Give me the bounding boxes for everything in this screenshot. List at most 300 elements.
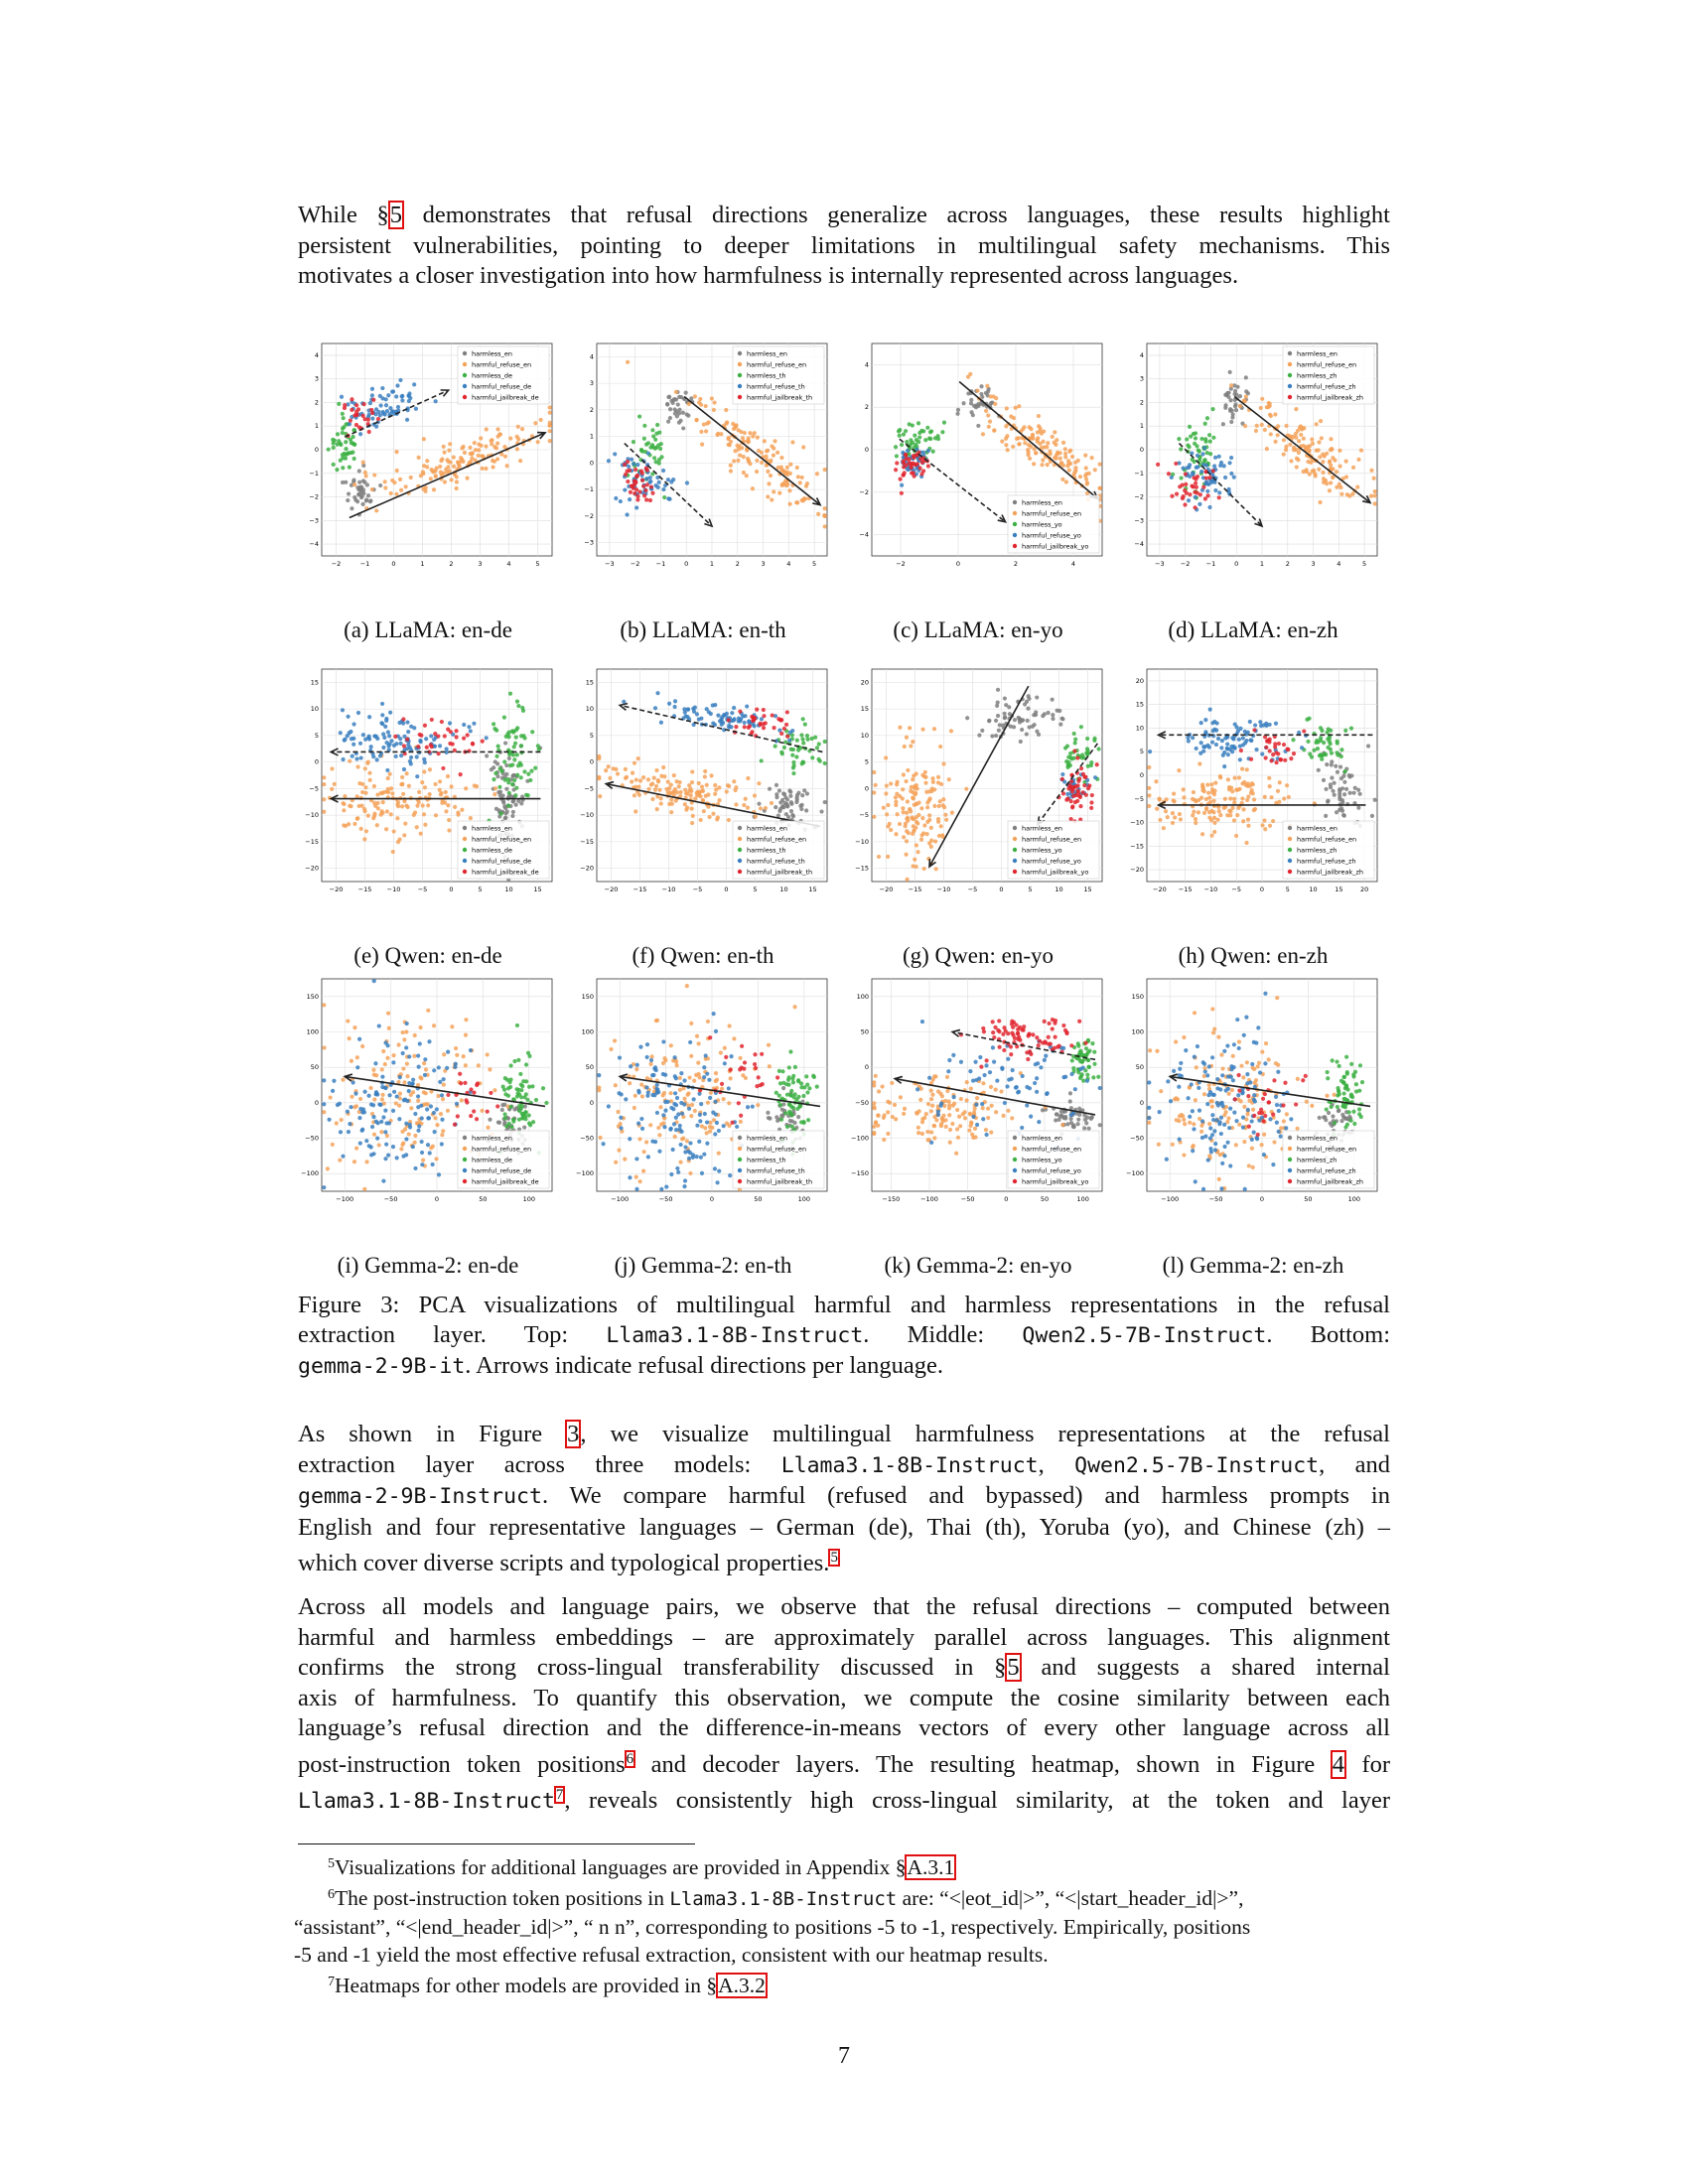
- scatter-point: [1343, 1125, 1347, 1129]
- scatter-point: [705, 1142, 709, 1146]
- scatter-point: [429, 1104, 433, 1108]
- scatter-point: [649, 1054, 653, 1058]
- scatter-point: [1268, 824, 1272, 828]
- y-tick-label: 0: [1139, 446, 1144, 454]
- x-tick-label: 10: [504, 886, 513, 893]
- y-tick-label: 15: [310, 678, 319, 687]
- scatter-point: [428, 1151, 432, 1155]
- scatter-point: [789, 802, 793, 806]
- scatter-point: [732, 717, 736, 721]
- x-tick-label: −1: [359, 560, 370, 568]
- scatter-point: [1191, 813, 1195, 817]
- x-tick-label: 5: [1028, 886, 1033, 893]
- scatter-point: [800, 738, 804, 742]
- legend-marker: [1013, 848, 1017, 852]
- scatter-point: [642, 493, 646, 497]
- scatter-point: [374, 1092, 378, 1096]
- scatter-point: [888, 822, 892, 826]
- scatter-point: [1296, 429, 1300, 433]
- scatter-point: [1093, 468, 1097, 472]
- scatter-point: [692, 1079, 696, 1083]
- legend-marker: [463, 870, 467, 874]
- scatter-point: [975, 388, 979, 392]
- scatter-point: [515, 447, 519, 451]
- scatter-point: [689, 1114, 693, 1118]
- scatter-point: [486, 1126, 490, 1130]
- scatter-point: [442, 1052, 446, 1056]
- scatter-point: [1077, 777, 1081, 781]
- scatter-point: [705, 707, 709, 711]
- scatter-point: [986, 413, 990, 417]
- scatter-point: [1207, 816, 1211, 820]
- scatter-point: [1048, 449, 1052, 453]
- scatter-point: [897, 429, 901, 433]
- scatter-point: [705, 1072, 709, 1076]
- scatter-point: [636, 785, 640, 789]
- scatter-point: [387, 1026, 391, 1030]
- scatter-point: [1072, 471, 1076, 475]
- scatter-point: [1078, 804, 1082, 808]
- scatter-point: [607, 764, 611, 768]
- scatter-point: [714, 1079, 718, 1083]
- scatter-point: [1027, 1031, 1031, 1035]
- legend-marker: [463, 1147, 467, 1151]
- scatter-point: [1069, 1121, 1073, 1125]
- scatter-point: [672, 397, 676, 401]
- scatter-point: [984, 1133, 988, 1137]
- scatter-point: [913, 434, 916, 438]
- scatter-point: [470, 452, 474, 456]
- legend-label: harmless_en: [472, 349, 512, 358]
- scatter-point: [885, 812, 889, 816]
- scatter-point: [653, 438, 657, 442]
- scatter-point: [1320, 757, 1324, 761]
- legend-marker: [738, 351, 742, 355]
- scatter-point: [1193, 1011, 1196, 1015]
- scatter-point: [372, 979, 376, 983]
- x-tick-label: −3: [1155, 560, 1165, 568]
- scatter-point: [1208, 708, 1212, 712]
- scatter-point: [673, 705, 677, 709]
- scatter-point: [1190, 1082, 1194, 1086]
- scatter-point: [874, 1074, 878, 1078]
- scatter-point: [1317, 448, 1321, 452]
- scatter-point: [396, 1080, 400, 1084]
- scatter-point: [1090, 1041, 1094, 1045]
- scatter-point: [1203, 1069, 1207, 1073]
- scatter-point: [1041, 440, 1045, 444]
- scatter-point: [1317, 768, 1321, 772]
- scatter-point: [915, 1112, 919, 1116]
- scatter-point: [700, 784, 704, 788]
- legend-label: harmful_jailbreak_yo: [1022, 1177, 1089, 1186]
- scatter-point: [1026, 450, 1030, 454]
- scatter-point: [1004, 1028, 1008, 1032]
- scatter-point: [787, 1065, 791, 1069]
- scatter-point: [917, 435, 921, 439]
- scatter-point: [1267, 1057, 1271, 1061]
- scatter-point: [1315, 422, 1319, 426]
- scatter-point: [1234, 725, 1238, 729]
- scatter-point: [368, 499, 372, 503]
- scatter-point: [987, 425, 991, 429]
- legend-marker: [1288, 351, 1292, 355]
- scatter-point: [355, 1065, 359, 1069]
- scatter-point: [530, 1084, 534, 1088]
- scatter-point: [1085, 1116, 1089, 1120]
- scatter-point: [1084, 478, 1088, 481]
- scatter-point: [341, 757, 345, 761]
- intro-text: persistent vulnerabilities, pointing to deeper limitations in multilingual safety mechanisms. This: [298, 231, 1390, 259]
- intro-text: demonstrates that refusal directions generalize across languages, these results highlight: [402, 202, 1390, 228]
- legend-marker: [463, 1168, 467, 1172]
- y-tick-label: −3: [584, 538, 594, 547]
- scatter-point: [1229, 786, 1233, 790]
- scatter-point: [389, 491, 393, 495]
- scatter-point: [1089, 806, 1093, 810]
- section-ref-link[interactable]: 5: [389, 202, 402, 228]
- scatter-point: [372, 784, 376, 788]
- scatter-point: [916, 1131, 920, 1135]
- scatter-point: [493, 759, 497, 763]
- scatter-point: [1356, 788, 1360, 792]
- scatter-point: [350, 737, 353, 741]
- scatter-point: [444, 468, 448, 472]
- y-tick-label: 10: [1135, 724, 1144, 733]
- scatter-point: [1207, 1064, 1211, 1068]
- scatter-panel: [848, 973, 1108, 1211]
- scatter-point: [1318, 500, 1322, 504]
- scatter-point: [1219, 1132, 1223, 1136]
- scatter-point: [730, 1121, 734, 1125]
- legend-label: harmless_zh: [1297, 371, 1337, 380]
- scatter-point: [977, 733, 981, 737]
- scatter-point: [705, 1131, 709, 1135]
- scatter-point: [641, 775, 645, 779]
- scatter-point: [346, 1019, 350, 1023]
- scatter-point: [1188, 425, 1192, 429]
- scatter-point: [705, 1120, 709, 1124]
- scatter-point: [671, 401, 675, 405]
- scatter-point: [366, 493, 370, 497]
- scatter-point: [452, 465, 456, 469]
- scatter-point: [1095, 762, 1099, 766]
- scatter-point: [612, 766, 616, 770]
- scatter-point: [1208, 1147, 1212, 1151]
- scatter-point: [446, 1050, 450, 1054]
- scatter-point: [981, 1026, 985, 1030]
- scatter-point: [1043, 1058, 1047, 1062]
- scatter-point: [1177, 1119, 1181, 1123]
- scatter-point: [753, 431, 757, 435]
- scatter-point: [893, 1103, 897, 1107]
- scatter-point: [341, 801, 345, 805]
- legend-marker: [1013, 522, 1017, 526]
- scatter-point: [774, 1115, 778, 1119]
- x-tick-label: 4: [1336, 560, 1341, 568]
- scatter-point: [965, 716, 969, 720]
- scatter-point: [1035, 1090, 1039, 1094]
- scatter-point: [1184, 472, 1188, 476]
- scatter-point: [801, 1094, 805, 1098]
- y-tick-label: 3: [1139, 374, 1144, 383]
- scatter-point: [352, 1105, 356, 1109]
- scatter-point: [716, 714, 720, 718]
- y-tick-label: −5: [1134, 794, 1144, 803]
- scatter-point: [937, 834, 941, 838]
- scatter-point: [654, 1068, 658, 1072]
- scatter-point: [350, 506, 353, 510]
- scatter-point: [1331, 1114, 1335, 1118]
- scatter-point: [402, 799, 406, 803]
- scatter-point: [1039, 1065, 1043, 1069]
- scatter-point: [376, 417, 380, 421]
- scatter-point: [1296, 1127, 1300, 1131]
- legend-label: harmful_refuse_de: [472, 382, 532, 391]
- x-tick-label: 0: [1004, 1195, 1009, 1203]
- scatter-point: [378, 403, 382, 407]
- scatter-point: [789, 1093, 793, 1097]
- scatter-point: [980, 1102, 984, 1106]
- scatter-point: [395, 1094, 399, 1098]
- scatter-point: [1276, 789, 1280, 793]
- scatter-panel: [848, 338, 1108, 576]
- scatter-point: [933, 1074, 937, 1078]
- scatter-point: [1322, 480, 1326, 484]
- scatter-point: [715, 433, 719, 437]
- scatter-point: [420, 780, 424, 784]
- scatter-point: [521, 709, 525, 713]
- scatter-point: [434, 1157, 438, 1160]
- scatter-point: [374, 508, 378, 512]
- scatter-point: [1211, 1118, 1215, 1122]
- scatter-point: [613, 1038, 617, 1042]
- x-tick-label: −5: [967, 886, 978, 893]
- scatter-point: [1219, 1186, 1223, 1190]
- scatter-point: [685, 1093, 689, 1097]
- scatter-point: [384, 827, 388, 831]
- scatter-point: [503, 1092, 507, 1096]
- y-tick-label: −2: [309, 492, 319, 501]
- scatter-point: [383, 1040, 387, 1044]
- scatter-point: [785, 466, 789, 470]
- scatter-point: [704, 1053, 708, 1057]
- scatter-point: [801, 717, 805, 721]
- scatter-point: [459, 772, 463, 776]
- scatter-point: [1076, 1118, 1080, 1122]
- scatter-point: [412, 813, 416, 817]
- scatter-point: [1339, 748, 1343, 751]
- scatter-point: [453, 805, 457, 809]
- scatter-point: [939, 1102, 943, 1106]
- scatter-point: [707, 420, 711, 424]
- scatter-point: [1092, 1050, 1096, 1054]
- scatter-point: [688, 1171, 692, 1175]
- scatter-point: [465, 477, 469, 480]
- y-tick-label: 5: [589, 731, 594, 740]
- scatter-point: [1230, 415, 1234, 419]
- scatter-point: [1267, 740, 1271, 744]
- legend-label: harmful_refuse_th: [747, 857, 805, 866]
- scatter-point: [411, 1078, 415, 1082]
- scatter-point: [367, 1144, 371, 1148]
- scatter-point: [1230, 806, 1234, 810]
- scatter-point: [899, 1095, 903, 1099]
- scatter-point: [1212, 1093, 1216, 1097]
- scatter-point: [648, 1062, 652, 1066]
- scatter-point: [911, 777, 914, 781]
- x-tick-label: 20: [1359, 886, 1369, 893]
- scatter-point: [633, 468, 637, 472]
- scatter-point: [455, 1102, 459, 1106]
- scatter-point: [996, 714, 1000, 718]
- scatter-point: [422, 464, 426, 468]
- figure-3-grid: [298, 338, 1400, 1278]
- scatter-point: [956, 408, 960, 412]
- legend-label: harmful_jailbreak_yo: [1022, 868, 1089, 877]
- scatter-point: [1214, 743, 1218, 747]
- scatter-point: [1232, 1111, 1236, 1115]
- scatter-point: [455, 479, 459, 483]
- scatter-point: [923, 781, 927, 785]
- scatter-point: [1324, 787, 1328, 791]
- scatter-point: [1070, 455, 1074, 459]
- scatter-point: [339, 1130, 343, 1134]
- scatter-point: [488, 1067, 492, 1071]
- scatter-point: [417, 1124, 421, 1128]
- scatter-point: [499, 811, 503, 815]
- scatter-point: [397, 1104, 401, 1108]
- scatter-point: [764, 455, 768, 459]
- scatter-point: [1233, 776, 1237, 780]
- scatter-point: [394, 754, 398, 758]
- scatter-point: [770, 801, 774, 805]
- scatter-point: [392, 480, 396, 484]
- scatter-point: [996, 688, 1000, 692]
- scatter-point: [1051, 1026, 1055, 1030]
- scatter-point: [1060, 1123, 1064, 1127]
- scatter-point: [823, 468, 827, 472]
- x-tick-label: −15: [908, 886, 922, 893]
- scatter-point: [884, 791, 888, 795]
- scatter-point: [788, 794, 792, 798]
- subfigure-caption: (a) LLaMA: en-de: [344, 617, 512, 642]
- scatter-point: [766, 449, 770, 453]
- scatter-point: [1341, 1091, 1345, 1095]
- scatter-point: [1205, 1073, 1209, 1077]
- scatter-point: [914, 783, 918, 787]
- x-tick-label: −10: [936, 886, 951, 893]
- scatter-point: [663, 1109, 667, 1113]
- scatter-point: [1333, 1093, 1336, 1097]
- scatter-point: [697, 790, 701, 794]
- scatter-point: [1084, 1053, 1088, 1057]
- scatter-point: [959, 1097, 963, 1101]
- scatter-point: [1170, 494, 1174, 498]
- scatter-point: [442, 472, 446, 476]
- scatter-point: [1244, 394, 1248, 398]
- scatter-point: [327, 1118, 331, 1122]
- scatter-point: [652, 456, 656, 460]
- scatter-point: [354, 1147, 358, 1151]
- scatter-point: [352, 1080, 355, 1084]
- scatter-point: [987, 719, 991, 723]
- scatter-panel: [1123, 973, 1383, 1211]
- scatter-point: [544, 1101, 548, 1105]
- scatter-point: [1082, 1126, 1086, 1130]
- scatter-point: [904, 453, 908, 457]
- scatter-point: [1165, 1158, 1169, 1161]
- scatter-point: [755, 708, 759, 712]
- scatter-point: [1078, 1076, 1082, 1080]
- scatter-point: [951, 1053, 955, 1057]
- scatter-point: [377, 1024, 381, 1027]
- scatter-point: [369, 745, 373, 749]
- scatter-point: [374, 407, 378, 411]
- scatter-point: [678, 1160, 682, 1164]
- scatter-point: [686, 707, 690, 711]
- scatter-point: [1055, 1112, 1058, 1116]
- scatter-point: [446, 803, 450, 807]
- scatter-point: [523, 1117, 527, 1121]
- intro-paragraph: [298, 201, 1390, 292]
- scatter-point: [524, 1092, 528, 1096]
- scatter-point: [669, 479, 673, 483]
- scatter-point: [1182, 494, 1186, 498]
- scatter-point: [927, 818, 931, 822]
- scatter-point: [899, 478, 903, 481]
- scatter-point: [1006, 1057, 1010, 1061]
- scatter-point: [404, 1137, 408, 1141]
- scatter-point: [762, 726, 766, 730]
- scatter-point: [682, 1078, 686, 1082]
- scatter-point: [459, 1081, 463, 1085]
- scatter-point: [519, 775, 523, 779]
- scatter-point: [1028, 457, 1032, 461]
- scatter-point: [872, 1125, 876, 1129]
- scatter-point: [775, 1075, 779, 1079]
- scatter-point: [1032, 462, 1036, 466]
- scatter-point: [510, 782, 514, 786]
- scatter-point: [639, 1083, 643, 1087]
- scatter-point: [732, 706, 736, 710]
- scatter-point: [1009, 725, 1013, 729]
- scatter-point: [1198, 492, 1202, 496]
- scatter-point: [429, 734, 433, 738]
- scatter-point: [1204, 476, 1208, 479]
- scatter-point: [882, 806, 886, 810]
- scatter-point: [1192, 476, 1196, 479]
- scatter-point: [343, 794, 347, 798]
- scatter-point: [1204, 464, 1208, 468]
- scatter-point: [659, 801, 663, 805]
- scatter-point: [347, 822, 351, 826]
- scatter-point: [1004, 443, 1008, 447]
- scatter-point: [1098, 1123, 1102, 1127]
- scatter-point: [419, 474, 423, 478]
- scatter-point: [766, 470, 770, 474]
- scatter-point: [1233, 404, 1237, 408]
- scatter-point: [631, 771, 634, 775]
- scatter-point: [780, 1108, 784, 1112]
- x-tick-label: −50: [1208, 1195, 1223, 1203]
- scatter-point: [417, 456, 421, 460]
- scatter-point: [657, 480, 661, 484]
- scatter-point: [1061, 1046, 1065, 1050]
- scatter-point: [699, 818, 703, 822]
- scatter-point: [1306, 740, 1310, 744]
- scatter-point: [725, 789, 729, 793]
